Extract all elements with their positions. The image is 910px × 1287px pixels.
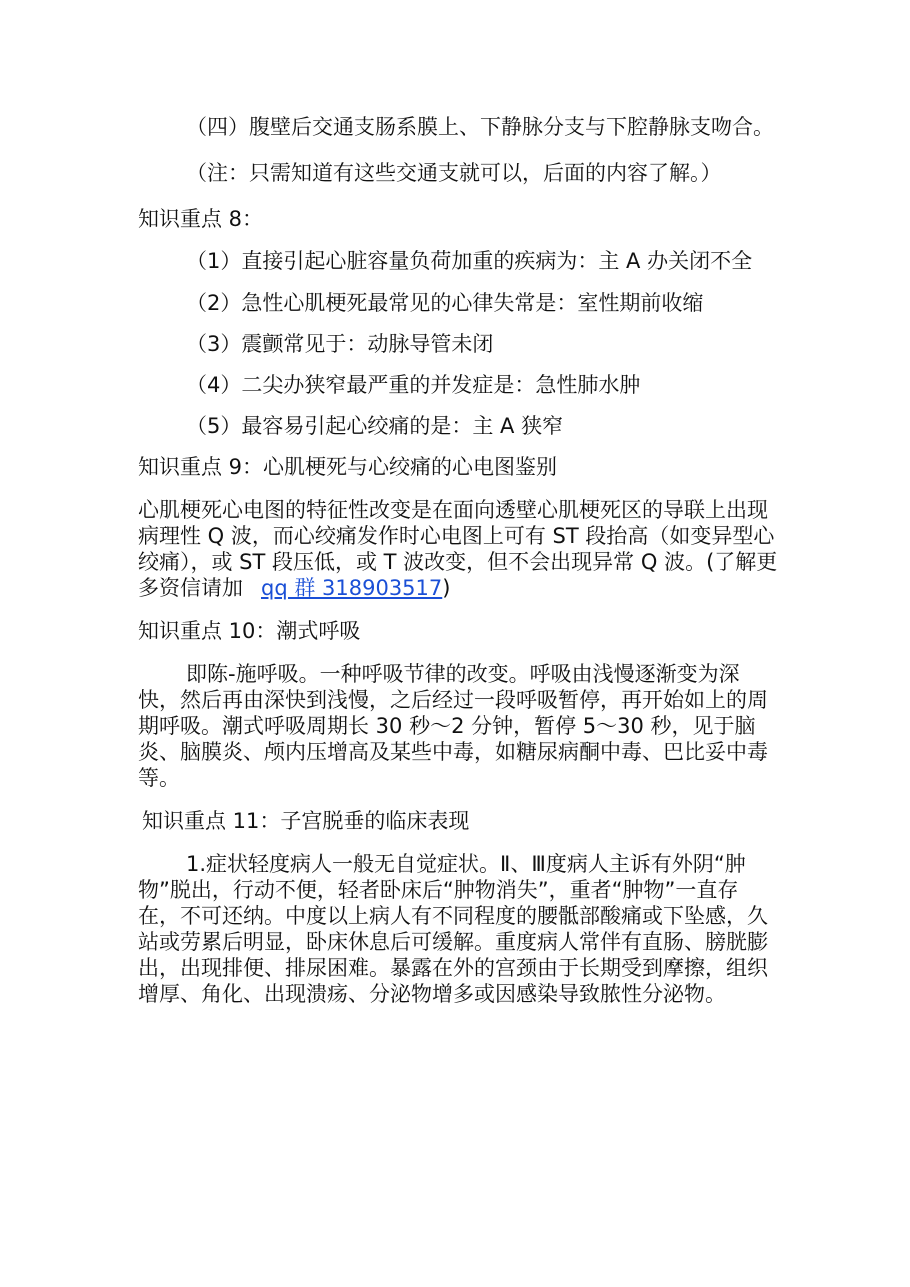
paragraph-note: （注：只需知道有这些交通支就可以，后面的内容了解。） bbox=[186, 161, 722, 185]
key-point-8-item-1: （1）直接引起心脏容量负荷加重的疾病为：主 A 办关闭不全 bbox=[186, 249, 753, 273]
document-page bbox=[138, 114, 778, 1007]
key-point-8-item-4: （4）二尖办狭窄最严重的并发症是：急性肺水肿 bbox=[186, 373, 641, 397]
paragraph-abdominal-collaterals: （四）腹壁后交通支肠系膜上、下静脉分支与下腔静脉支吻合。 bbox=[186, 115, 774, 139]
paragraph-ecg-differentiation bbox=[138, 497, 778, 601]
key-point-8-item-3: （3）震颤常见于：动脉导管未闭 bbox=[186, 332, 494, 356]
key-point-8-item-5: （5）最容易引起心绞痛的是：主 A 狭窄 bbox=[186, 414, 564, 438]
heading-key-point-8: 知识重点 8： bbox=[138, 207, 264, 231]
paragraph-cheyne-stokes: 即陈-施呼吸。一种呼吸节律的改变。呼吸由浅慢逐渐变为深快，然后再由深快到浅慢，之后经过一段呼吸暂停，再开始如上的周期呼吸。潮式呼吸周期长 30 秒～2 分钟，暂停 5～30 秒，见于脑炎、脑膜炎、颅内压增高及某些中毒，如糖尿病酮中毒、巴比妥中毒等。 bbox=[138, 662, 768, 790]
qq-group-link[interactable]: qq 群 318903517 bbox=[261, 576, 443, 600]
heading-key-point-11: 知识重点 11：子宫脱垂的临床表现 bbox=[142, 809, 470, 833]
closing-paren: ) bbox=[442, 576, 451, 600]
paragraph-uterine-prolapse: 1.症状轻度病人一般无自觉症状。Ⅱ、Ⅲ度病人主诉有外阴“肿物”脱出，行动不便，轻者卧床后“肿物消失”，重者“肿物”一直存在，不可还纳。中度以上病人有不同程度的腰骶部酸痛或下坠感，久站或劳累后明显，卧床休息后可缓解。重度病人常伴有直肠、膀胱膨出，出现排便、排尿困难。暴露在外的宫颈由于长期受到摩擦，组织增厚、角化、出现溃疡、分泌物增多或因感染导致脓性分泌物。 bbox=[138, 852, 768, 1006]
heading-key-point-10: 知识重点 10：潮式呼吸 bbox=[138, 619, 361, 643]
key-point-8-item-2: （2）急性心肌梗死最常见的心律失常是：室性期前收缩 bbox=[186, 291, 704, 315]
ecg-text: 心肌梗死心电图的特征性改变是在面向透壁心肌梗死区的导联上出现病理性 Q 波，而心绞痛发作时心电图上可有 ST 段抬高（如变异型心绞痛），或 ST 段压低，或 T 波改变，但不会出现异常 Q 波。(了解更多资信请加 bbox=[138, 498, 778, 600]
heading-key-point-9: 知识重点 9：心肌梗死与心绞痛的心电图鉴别 bbox=[138, 455, 558, 479]
